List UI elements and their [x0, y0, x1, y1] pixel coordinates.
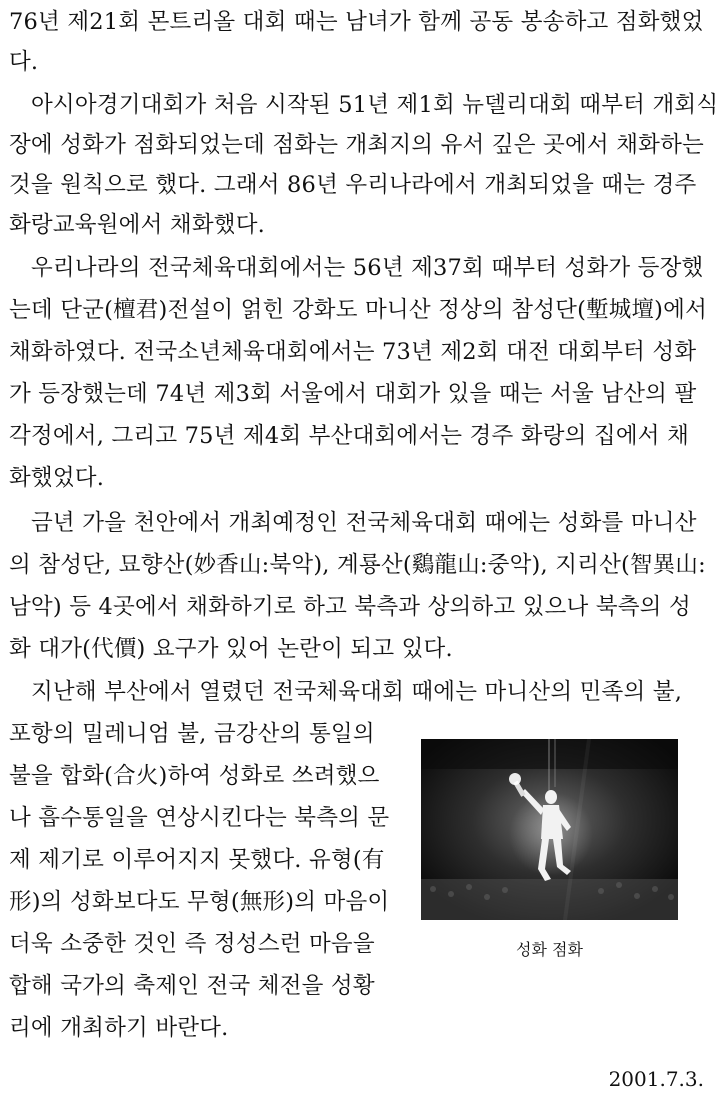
text-line: 화 대가(代價) 요구가 있어 논란이 되고 있다.: [9, 636, 453, 662]
text-line: 화랑교육원에서 채화했다.: [9, 212, 265, 238]
text-line: 나 흡수통일을 연상시킨다는 북측의 문: [9, 805, 390, 831]
text-line: 76년 제21회 몬트리올 대회 때는 남녀가 함께 공동 봉송하고 점화했었: [9, 9, 704, 35]
publication-date: 2001.7.3.: [608, 1067, 704, 1091]
text-line: 의 참성단, 묘향산(妙香山:북악), 계룡산(鷄龍山:중악), 지리산(智異山:: [9, 552, 706, 578]
text-line: 불을 합화(合火)하여 성화로 쓰려했으: [9, 763, 380, 789]
text-line: 포항의 밀레니엄 불, 금강산의 통일의: [9, 721, 375, 747]
text-line: 화했었다.: [9, 465, 105, 491]
text-line: 리에 개최하기 바란다.: [9, 1015, 229, 1041]
text-line: 각정에서, 그리고 75년 제4회 부산대회에서는 경주 화랑의 집에서 채: [9, 423, 690, 449]
text-line: 장에 성화가 점화되었는데 점화는 개최지의 유서 깊은 곳에서 채화하는: [9, 132, 704, 158]
text-line: 합해 국가의 축제인 전국 체전을 성황: [9, 973, 375, 999]
text-line: 가 등장했는데 74년 제3회 서울에서 대회가 있을 때는 서울 남산의 팔: [9, 381, 697, 407]
text-line: 아시아경기대회가 처음 시작된 51년 제1회 뉴델리대회 때부터 개회식: [31, 92, 718, 118]
text-line: 제 제기로 이루어지지 못했다. 유형(有: [9, 847, 385, 873]
text-line: 지난해 부산에서 열렸던 전국체육대회 때에는 마니산의 민족의 불,: [31, 679, 683, 705]
text-line: 는데 단군(檀君)전설이 얽힌 강화도 마니산 정상의 참성단(塹城壇)에서: [9, 297, 708, 323]
text-line: 것을 원칙으로 했다. 그래서 86년 우리나라에서 개최되었을 때는 경주: [9, 172, 697, 198]
text-line: 더욱 소중한 것인 즉 정성스런 마음을: [9, 931, 375, 957]
text-line: 우리나라의 전국체육대회에서는 56년 제37회 때부터 성화가 등장했: [31, 255, 704, 281]
torch-lighting-photo: [421, 739, 678, 920]
text-line: 다.: [9, 49, 39, 75]
text-line: 금년 가을 천안에서 개최예정인 전국체육대회 때에는 성화를 마니산: [31, 510, 697, 536]
text-line: 채화하였다. 전국소년체육대회에서는 73년 제2회 대전 대회부터 성화: [9, 339, 697, 365]
text-line: 形)의 성화보다도 무형(無形)의 마음이: [9, 889, 390, 915]
text-line: 남악) 등 4곳에서 채화하기로 하고 북측과 상의하고 있으나 북측의 성: [9, 594, 691, 620]
photo-caption: 성화 점화: [516, 940, 583, 959]
